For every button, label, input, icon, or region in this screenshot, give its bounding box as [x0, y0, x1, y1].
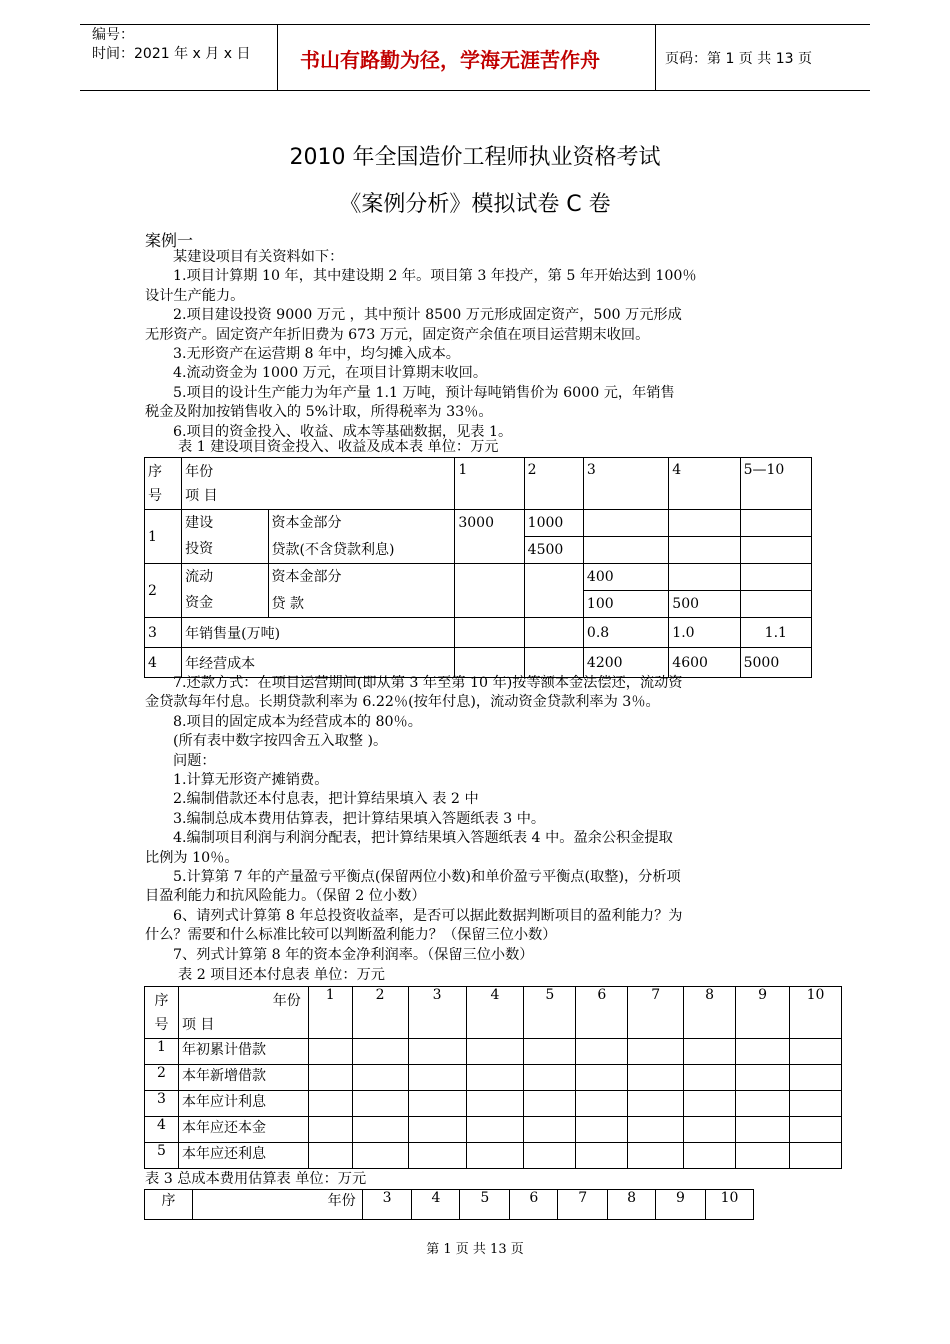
- value-cell: 400: [583, 564, 668, 591]
- header-seq-bottom: 号: [154, 1017, 169, 1033]
- paragraph: 设计生产能力。: [145, 287, 245, 304]
- year-header-cell: 7: [628, 987, 684, 1039]
- year-header-cell: 10: [705, 1190, 753, 1220]
- sub-label-cell: 资本金部分: [268, 564, 455, 591]
- value-cell: [455, 648, 524, 678]
- paragraph: 4.编制项目利润与利润分配表，把计算结果填入答题纸表 4 中。盈余公积金提取: [173, 830, 673, 847]
- value-cell: [455, 564, 524, 591]
- year-header-cell: 4: [466, 987, 524, 1039]
- header-item-label: 项 目: [181, 1017, 215, 1033]
- category-bottom: 投资: [185, 541, 214, 557]
- seq-cell: 1: [145, 1039, 179, 1065]
- seq-cell: 2: [145, 1065, 179, 1091]
- sub-label-cell: 贷 款: [268, 591, 455, 618]
- value-cell: [455, 537, 524, 564]
- table-row: [145, 618, 812, 648]
- value-cell: [669, 510, 740, 537]
- header-bottom-rule: [80, 90, 870, 91]
- value-cell: [740, 510, 811, 537]
- value-cell: 1.1: [740, 618, 811, 648]
- value-cell: [669, 537, 740, 564]
- header-seq-top: 序: [154, 993, 169, 1009]
- seq-cell: 3: [145, 1091, 179, 1117]
- paragraph: 目盈利能力和抗风险能力。（保留 2 位小数）: [145, 888, 426, 905]
- intro-text: [145, 248, 825, 442]
- value-cell: 1.0: [669, 618, 740, 648]
- header-seq-cell: [145, 987, 179, 1039]
- value-cell: [524, 618, 583, 648]
- row-label-cell: 本年应计利息: [178, 1091, 308, 1117]
- paragraph: 2.项目建设投资 9000 万元 ，其中预计 8500 万元形成固定资产，500 万元形成: [173, 307, 682, 324]
- value-cell: 4500: [524, 537, 583, 564]
- table-row: [145, 1143, 842, 1169]
- year-header-cell: 9: [736, 987, 790, 1039]
- value-cell: 4200: [583, 648, 668, 678]
- doc-time-label: 时间：2021 年 x 月 x 日: [92, 46, 251, 62]
- category-top: 建设: [185, 515, 214, 531]
- paragraph: 1.计算无形资产摊销费。: [173, 772, 329, 789]
- paragraph: 某建设项目有关资料如下：: [173, 249, 344, 265]
- value-cell: [455, 618, 524, 648]
- paragraph: 金贷款每年付息。长期贷款利率为 6.22％(按年付息)，流动资金贷款利率为 3％。: [145, 694, 660, 711]
- row-label-cell: 年经营成本: [182, 648, 455, 678]
- year-header-cell: 9: [656, 1190, 706, 1220]
- header-item-cell: [182, 458, 455, 510]
- header-seq-cell: [145, 458, 182, 510]
- year-header-cell: 7: [558, 1190, 608, 1220]
- header-divider: [277, 25, 278, 90]
- seq-cell: 4: [145, 648, 182, 678]
- year-header-cell: 5: [524, 987, 576, 1039]
- table3-caption: 表 3 总成本费用估算表 单位：万元: [145, 1171, 367, 1187]
- header-seq-top: 序: [148, 464, 162, 480]
- category-top: 流动: [185, 569, 214, 585]
- paragraph: 7.还款方式：在项目运营期间(即从第 3 年至第 10 年)按等额本金法偿还，流动资: [173, 675, 683, 691]
- value-cell: [524, 648, 583, 678]
- paragraph: 比例为 10％。: [145, 849, 239, 866]
- row-label-cell: 本年应还利息: [178, 1143, 308, 1169]
- paragraph: 6、请列式计算第 8 年总投资收益率，是否可以据此数据判断项目的盈利能力？为: [173, 907, 683, 924]
- table-row: [145, 510, 812, 537]
- paragraph: 5.项目的设计生产能力为年产量 1.1 万吨，预计每吨销售价为 6000 元，年销售: [173, 384, 675, 401]
- row-label-cell: 本年新增借款: [178, 1065, 308, 1091]
- table-row: [145, 1039, 842, 1065]
- doc-number-label: 编号：: [92, 27, 134, 43]
- paragraph: 4.流动资金为 1000 万元，在项目计算期末收回。: [173, 365, 488, 382]
- paragraph: 无形资产。固定资产年折旧费为 673 万元，固定资产余值在项目运营期末收回。: [145, 326, 650, 343]
- paragraph: 2.编制借款还本付息表，把计算结果填入 表 2 中: [173, 791, 479, 808]
- paragraph: 8.项目的固定成本为经营成本的 80％。: [173, 713, 422, 730]
- category-bottom: 资金: [185, 595, 214, 611]
- seq-cell: 4: [145, 1117, 179, 1143]
- table2-caption: 表 2 项目还本付息表 单位：万元: [178, 967, 385, 983]
- sub-label-cell: 贷款(不含贷款利息): [268, 537, 455, 564]
- value-cell: [669, 564, 740, 591]
- page-title: 2010 年全国造价工程师执业资格考试: [289, 145, 661, 170]
- year-header-cell: 4: [412, 1190, 460, 1220]
- year-header-cell: 5—10: [740, 458, 811, 510]
- year-header-cell: 5: [460, 1190, 510, 1220]
- value-cell: [524, 591, 583, 618]
- year-header-cell: 2: [524, 458, 583, 510]
- seq-cell: 2: [145, 564, 182, 618]
- value-cell: [583, 537, 668, 564]
- header-year-label: 年份: [185, 464, 214, 480]
- paragraph: 3.编制总成本费用估算表，把计算结果填入答题纸表 3 中。: [173, 810, 546, 827]
- seq-cell: 5: [145, 1143, 179, 1169]
- row-label-cell: 年初累计借款: [178, 1039, 308, 1065]
- year-header-cell: 10: [789, 987, 841, 1039]
- paragraph: 3.无形资产在运营期 8 年中，均匀摊入成本。: [173, 346, 460, 363]
- header-item-label: 项 目: [185, 488, 218, 504]
- paragraph: (所有表中数字按四舍五入取整 )。: [173, 733, 388, 750]
- year-header-cell: 8: [608, 1190, 656, 1220]
- category-cell: [182, 510, 268, 564]
- year-header-cell: 3: [408, 987, 466, 1039]
- category-cell: [182, 564, 268, 618]
- page-subtitle: 《案例分析》模拟试卷 C 卷: [339, 192, 611, 217]
- value-cell: 0.8: [583, 618, 668, 648]
- paragraph: 1.项目计算期 10 年，其中建设期 2 年。项目第 3 年投产，第 5 年开始达到 100％: [173, 268, 697, 285]
- sub-label-cell: 资本金部分: [268, 510, 455, 537]
- paragraph: 税金及附加按销售收入的 5%计取，所得税率为 33％。: [145, 404, 493, 421]
- year-header-cell: 8: [684, 987, 736, 1039]
- year-header-cell: 6: [576, 987, 628, 1039]
- table-2: [144, 986, 842, 1169]
- row-label-cell: 本年应还本金: [178, 1117, 308, 1143]
- header-top-rule: [80, 24, 870, 25]
- value-cell: 1000: [524, 510, 583, 537]
- year-header-cell: 1: [455, 458, 524, 510]
- header-year-label: 年份: [192, 1190, 362, 1220]
- case-heading: 案例一: [145, 231, 194, 250]
- value-cell: 500: [669, 591, 740, 618]
- year-header-cell: 2: [352, 987, 408, 1039]
- value-cell: [583, 510, 668, 537]
- row-label-cell: 年销售量(万吨): [182, 618, 455, 648]
- value-cell: 100: [583, 591, 668, 618]
- header-seq-cell: 序: [145, 1190, 193, 1220]
- year-header-cell: 4: [669, 458, 740, 510]
- value-cell: [455, 591, 524, 618]
- header-seq-bottom: 号: [148, 488, 162, 504]
- year-header-cell: 1: [308, 987, 352, 1039]
- value-cell: 4600: [669, 648, 740, 678]
- paragraph: 什么？需要和什么标准比较可以判断盈利能力？（保留三位小数）: [145, 927, 557, 944]
- table1-caption: 表 1 建设项目资金投入、收益及成本表 单位：万元: [178, 439, 499, 455]
- table-row: [145, 1091, 842, 1117]
- table-row: [145, 648, 812, 678]
- requirements-text: [145, 674, 825, 965]
- header-page-info: 页码：第 1 页 共 13 页: [665, 51, 812, 67]
- value-cell: [740, 591, 811, 618]
- table-row: [145, 458, 812, 510]
- value-cell: [740, 537, 811, 564]
- table-1: [144, 457, 812, 678]
- header-year-label: 年份: [272, 993, 301, 1009]
- value-cell: 3000: [455, 510, 524, 537]
- table-row: [145, 1190, 754, 1220]
- table-row: [145, 1065, 842, 1091]
- header-left: [92, 26, 250, 64]
- paragraph: 7、列式计算第 8 年的资本金净利润率。（保留三位小数）: [173, 946, 534, 963]
- header-item-cell: [178, 987, 308, 1039]
- year-header-cell: 6: [510, 1190, 558, 1220]
- value-cell: [740, 564, 811, 591]
- value-cell: 5000: [740, 648, 811, 678]
- table-3: [144, 1189, 754, 1220]
- seq-cell: 1: [145, 510, 182, 564]
- paragraph: 6.项目的资金投入、收益、成本等基础数据，见表 1。: [173, 423, 513, 440]
- year-header-cell: 3: [362, 1190, 412, 1220]
- seq-cell: 3: [145, 618, 182, 648]
- paragraph: 5.计算第 7 年的产量盈亏平衡点(保留两位小数)和单价盈亏平衡点(取整)，分析项: [173, 869, 681, 886]
- year-header-cell: 3: [583, 458, 668, 510]
- paragraph: 问题：: [173, 752, 216, 769]
- header-divider: [655, 25, 656, 90]
- table-row: [145, 987, 842, 1039]
- table-row: [145, 1117, 842, 1143]
- header-motto: 书山有路勤为径，学海无涯苦作舟: [300, 48, 600, 72]
- table-row: [145, 564, 812, 591]
- value-cell: [524, 564, 583, 591]
- page-footer: 第 1 页 共 13 页: [426, 1242, 524, 1257]
